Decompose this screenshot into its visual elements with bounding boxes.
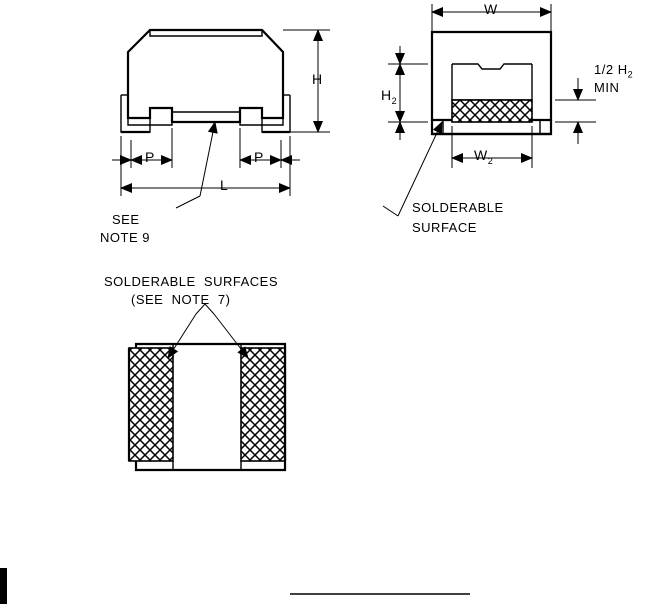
callout-solderable-surface-line2: SURFACE: [412, 220, 477, 235]
callout-solderable-surface-line1: SOLDERABLE: [412, 200, 504, 215]
dimension-label-P-left: P: [145, 149, 155, 165]
dimension-label-P-right: P: [254, 149, 264, 165]
callout-solderable-surfaces-line1: SOLDERABLE SURFACES: [104, 274, 278, 289]
h2-base: H: [381, 87, 392, 103]
h2-subscript: 2: [391, 95, 398, 106]
min-fraction: 1/2: [594, 62, 614, 77]
dimension-label-L: L: [220, 177, 229, 193]
dimension-label-H: H: [312, 71, 323, 87]
dimension-label-half-h2-min-line2: MIN: [594, 80, 620, 95]
w2-base: W: [474, 147, 488, 163]
dimension-label-H2: [381, 88, 397, 109]
w2-subscript: 2: [487, 155, 494, 166]
callout-see-note-9-line1: SEE: [112, 212, 140, 227]
min-h: H: [617, 62, 628, 77]
callout-solderable-surfaces-line2: (SEE NOTE 7): [131, 292, 231, 307]
min-h-subscript: 2: [627, 69, 634, 80]
callout-see-note-9-line2: NOTE 9: [100, 230, 150, 245]
dimension-label-W: W: [484, 1, 498, 17]
dimension-label-W2: [474, 148, 493, 169]
